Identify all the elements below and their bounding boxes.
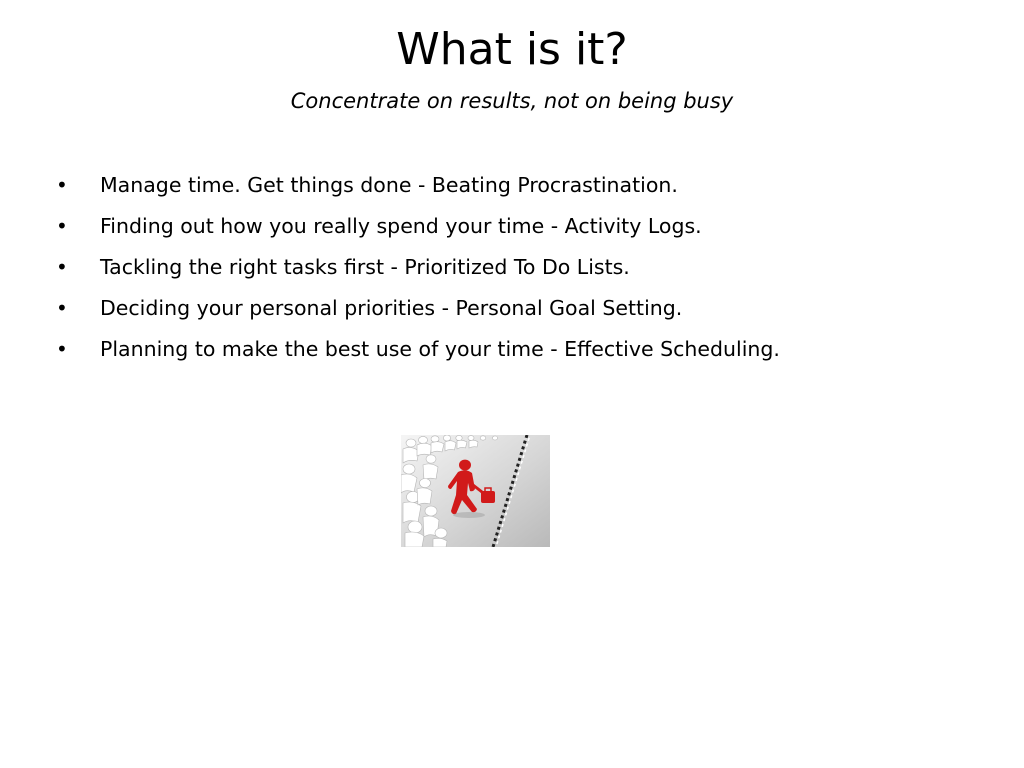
bullet-item	[56, 168, 986, 209]
slide-subtitle: Concentrate on results, not on being busy	[290, 89, 734, 113]
bullet-icon: •	[56, 255, 68, 279]
bullet-text: Tackling the right tasks first - Prioritized To Do Lists.	[100, 255, 630, 279]
bullet-icon: •	[56, 214, 68, 238]
bullet-icon: •	[56, 296, 68, 320]
bullet-list	[56, 168, 986, 373]
leader-shadow	[453, 512, 485, 518]
bullet-item	[56, 291, 986, 332]
bullet-item	[56, 209, 986, 250]
bullet-icon: •	[56, 337, 68, 361]
bullet-item	[56, 250, 986, 291]
leader-figure-image	[401, 435, 550, 547]
running-leader-illustration	[401, 435, 550, 547]
bullet-text: Planning to make the best use of your time - Effective Scheduling.	[100, 337, 780, 361]
bullet-item	[56, 332, 986, 373]
bullet-icon: •	[56, 173, 68, 197]
slide-title: What is it?	[396, 24, 628, 75]
bullet-text: Deciding your personal priorities - Personal Goal Setting.	[100, 296, 683, 320]
bullet-text: Manage time. Get things done - Beating Procrastination.	[100, 173, 678, 197]
bullet-text: Finding out how you really spend your time - Activity Logs.	[100, 214, 702, 238]
